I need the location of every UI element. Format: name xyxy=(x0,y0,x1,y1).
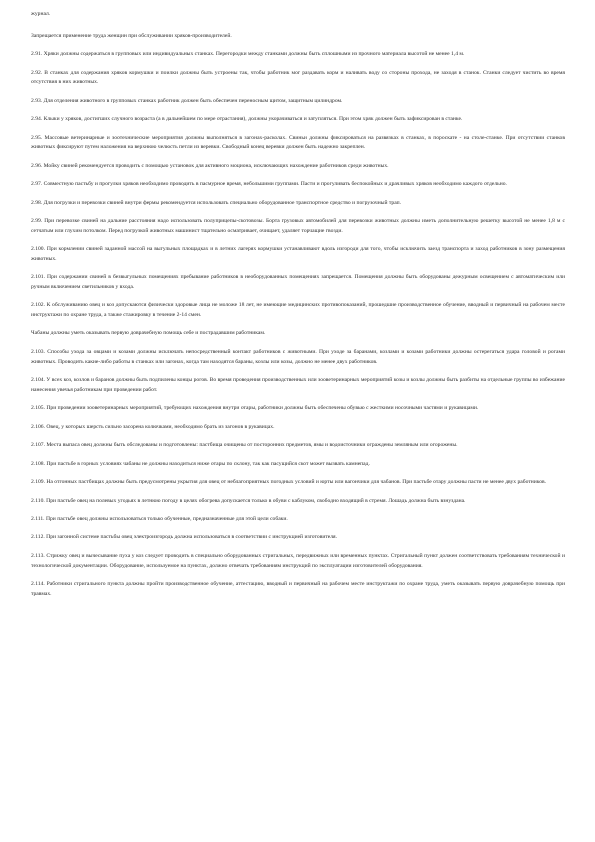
paragraph-2-114: 2.114. Работники стригального пункта должны пройти производственное обучение, аттестацию, вводный и первичный на рабочем месте инструктажи по охране труда, уметь оказывать первую доврачебную помощь при травмах. xyxy=(31,581,565,597)
paragraph-2-107: 2.107. Места выпаса овец должны быть обследованы и подготовлены: пастбища очищены от посторонних предметов, ямы и водоисточники ограждены земляным или огорожены. xyxy=(31,442,458,449)
paragraph-2-92: 2.92. В станках для содержания хряков кормушки и поилки должны быть устроены так, чтобы работник мог раздавать корм и наливать воду со стороны прохода, не заходя в станок. Станки следует чистить во время отсутствия в них животных. xyxy=(31,69,565,86)
paragraph-first-aid: Чабаны должны уметь оказывать первую доврачебную помощь себе и пострадавшим работникам. xyxy=(31,330,266,337)
paragraph-2-111: 2.111. При пастьбе овец должны использоваться только обученные, предназначенные для этой цели собаки. xyxy=(31,516,288,522)
paragraph-2-108: 2.108. При пастьбе в горных условиях чабаны не должны находиться ниже отары по склону, так как пасущийся скот может вызвать камнепад. xyxy=(31,460,370,467)
paragraph-2-109: 2.109. На отгонных пастбищах должны быть предусмотрены укрытия для овец от неблагоприятных погодных условий и юрты или вагончики для чабанов. При пастьбе отару должны пасти не менее двух работников. xyxy=(31,479,547,486)
paragraph-2-99: 2.99. При перевозке свиней на дальние расстояния надо использовать полуприцепы-скотовозы. Борта грузовых автомобилей для перевозки животных должны иметь дополнительную решетку высотой не менее 1,8 м с сетчатым или глухим потолком. Перед погрузкой животных машинист тщательно осматривает, очищает, удаляет торчащие гвозди. xyxy=(31,218,565,234)
paragraph-2-97: 2.97. Совместную пастьбу и прогулки хряков необходимо проводить в пасмурное время, небольшими группами. Пасти и прогуливать беспокойных и драчливых хряков необходимо каждого отдельно. xyxy=(31,181,507,188)
paragraph-2-110: 2.110. При пастьбе овец на полевых угодьях в летнюю погоду в целях обогрева допускается только в обуви с каблуком, свободно входящий в стремя. Лошадь должна быть взнуздана. xyxy=(31,497,466,504)
paragraph-2-100: 2.100. При кормлении свиней заданной массой на выгульных площадках и в летних лагерях кормушки устанавливают вдоль изгороди для того, чтобы исключить заезд транспорта и заход работников в зону размещения животных. xyxy=(31,246,565,262)
paragraph-continuation: журнал. xyxy=(31,11,51,17)
paragraph-2-102: 2.102. К обслуживанию овец и коз допускаются физически здоровые лица не моложе 18 лет, не имеющие медицинских противопоказаний, прошедшие производственное обучение, вводный и первичный на рабочем месте инструктажи по охране труда, а также стажировку в течение 2-14 смен. xyxy=(31,302,565,318)
paragraph-2-104: 2.104. У всех коз, козлов и баранов должны быть подпилены концы рогов. Во время проведения производственных или зооветеринарных мероприятий козы и козлы должны быть разбиты на отдельные группы во избежание нанесения увечья работникам при проведении работ. xyxy=(31,377,565,393)
paragraph-2-113: 2.113. Стрижку овец и вычесывание пуха у коз следует проводить в специально оборудованных стригальных, передвижных или временных пунктах. Стригальный пункт должен соответствовать требованиям технической и технологической документации. Оборудование, используемое на пунктах, должно отвечать требованиям инструкций по эксплуатации изготовителей оборудования. xyxy=(31,552,565,569)
paragraph-2-101: 2.101. При содержании свиней в безвыгульных помещениях пребывание работников в необорудованных помещениях запрещается. Помещения должны быть оборудованы дежурным освещением с автоматическим или ручным включением светильников у входа. xyxy=(31,274,565,290)
paragraph-2-96: 2.96. Мойку свиней рекомендуется проводить с помощью установок для активного моциона, исключающих нахождение работников среди животных. xyxy=(31,162,389,169)
paragraph-women-prohibition: Запрещается применение труда женщин при обслуживании хряков-производителей. xyxy=(31,32,232,39)
paragraph-2-98: 2.98. Для погрузки и перевозки свиней внутри фермы рекомендуется использовать специально оборудованное транспортное средство и погрузочный трап. xyxy=(31,199,401,206)
paragraph-2-112: 2.112. При загонной системе пастьбы овец электроизгородь должна использоваться в соответствии с инструкцией изготовителя. xyxy=(31,534,338,541)
paragraph-2-94: 2.94. Клыки у хряков, достигших случного возраста (а в дальнейшем по мере отрастания), должны укорачиваться и затупляться. При этом хряк должен быть зафиксирован в станке. xyxy=(31,116,463,123)
paragraph-2-106: 2.106. Овец, у которых шерсть сильно засорена колючками, необходимо брать из загонов в рукавицах. xyxy=(31,423,275,430)
paragraph-2-103: 2.103. Способы ухода за овцами и козами должны исключать непосредственный контакт работников с животными. При уходе за баранами, козлами и козами работники должны остерегаться удара головой и рогами животных. Проводить какие-либо работы в станках или загонах, когда там находятся бараны, козлы или козы, должно не менее двух работников. xyxy=(31,348,565,365)
paragraph-2-105: 2.105. При проведении зооветеринарных мероприятий, требующих нахождения внутри отары, работники должны быть обеспечены обувью с жесткими носочными частями и рукавицами. xyxy=(31,405,479,412)
paragraph-2-95: 2.95. Массовые ветеринарные и зоотехнические мероприятия должны выполняться в загонах-расколах. Свиньи должны фиксироваться на развязках в станках, в пороскате - на столе-станке. При отсутствии станков животных фиксируют путем наложения на верхнюю челюсть петли из веревки. Свободный конец веревки должен быть надежно закреплен. xyxy=(31,134,565,151)
paragraph-2-93: 2.93. Для отделения животного в групповых станках работник должен быть обеспечен переносным щитом, защитным цилиндром. xyxy=(31,97,343,104)
paragraph-2-91: 2.91. Хряки должны содержаться в групповых или индивидуальных станках. Перегородки между станками должны быть сплошными из прочного материала высотой не менее 1,4 м. xyxy=(31,51,465,58)
